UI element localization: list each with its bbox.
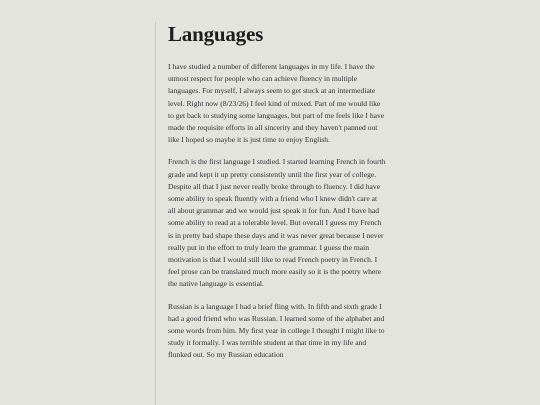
article-content bbox=[168, 20, 386, 372]
paragraph-intro: I have studied a number of different languages in my life. I have the utmost respect for people who can achieve fluency in multiple languages. For myself, I always seem to get stuck at an intermediate level. Right now (8/23/26) I feel kind of mixed. Part of me would like to get back to studying some languages, but part of me feels like I have made the requisite efforts in all sincerity and they haven't panned out like I hoped so maybe it is just time to enjoy English. bbox=[168, 62, 385, 145]
page-title: Languages bbox=[168, 22, 264, 46]
left-rule-divider bbox=[155, 22, 156, 405]
paragraph-french: French is the first language I studied. I started learning French in fourth grade and kept it up pretty consistently until the first year of college. Despite all that I just never really broke through to fluency. I did have some ability to speak fluently with a friend who I knew didn't care at all about grammar and we would just speak it for fun. And I have had some ability to read at a tolerable level. But overall I guess my French is in pretty bad shape these days and it was never great because I never really put in the effort to truly learn the grammar. I guess the main motivation is that I would still like to read French poetry in French. I feel prose can be translated much more easily so it is the poetry where the native language is essential. bbox=[168, 157, 386, 289]
article-page bbox=[155, 0, 540, 405]
paragraph-russian: Russian is a language I had a brief fling with. In fifth and sixth grade I had a good friend who was Russian. I learned some of the alphabet and some words from him. My first year in college I thought I might like to study it formally. I was terrible student at that time in my life and flunked out. So my Russian education bbox=[168, 301, 385, 360]
